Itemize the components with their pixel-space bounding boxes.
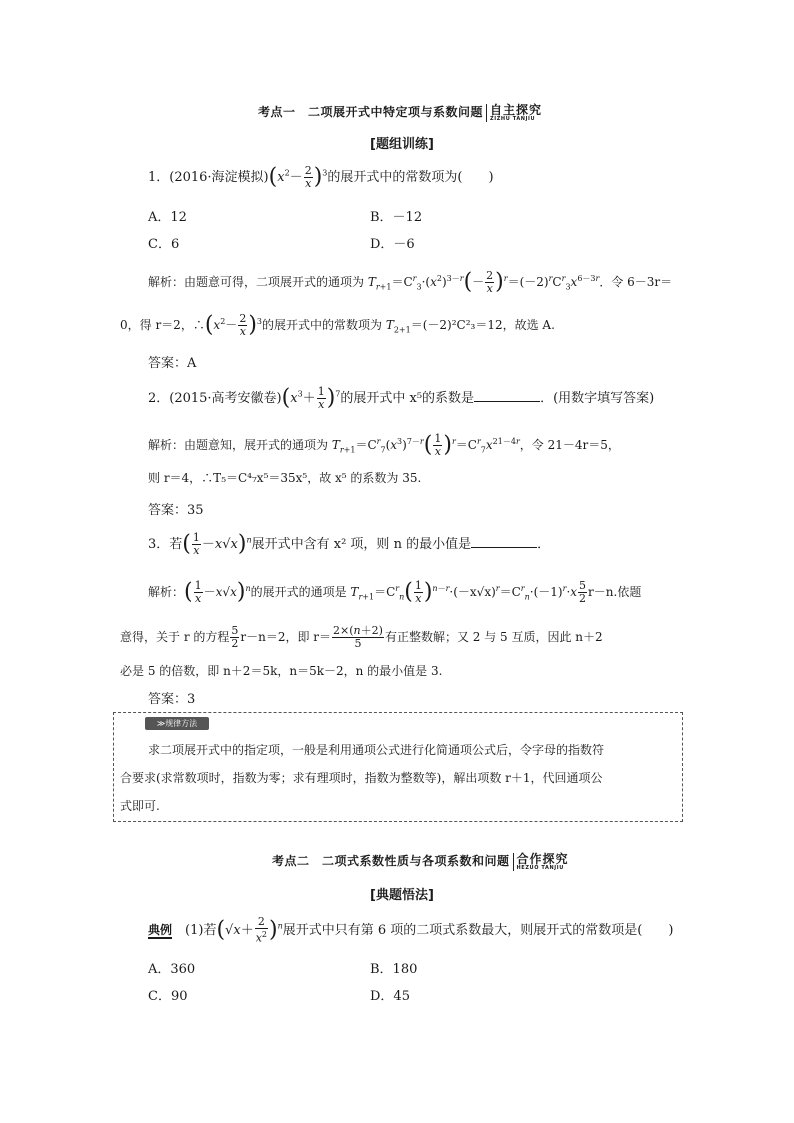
method-tag: ≫规律方法 [145,717,209,730]
example-stem: 典例 (1)若(√x＋ $\frac{2}{x^2}$ )$^n$展开式中只有第 6 项的二项式系数最大，则展开式的常数项是( ) [148,915,674,945]
question-3-solution-line-2: 意得，关于 r 的方程 $\frac{5}{2}$ r－n＝2，即 r＝ $\frac{2\times(n+2)}{5}$ 有正整数解；又 2 与 5 互质，因此 n＋2 [120,624,603,650]
section-1-title: 考点一 二项展开式中特定项与系数问题 自主探究 ZIZHU TANJIU [258,102,543,122]
question-3-solution-line-3: 必是 5 的倍数，即 n＋2＝5k，n＝5k－2，n 的最小值是 3. [120,664,443,678]
question-2-solution-line-2: 则 r＝4，∴T₅＝C⁴₇x⁵＝35x⁵，故 x⁵ 的系数为 35. [148,471,422,485]
question-3-solution-line-1: 解析：( $\frac{1}{x}$ －x√x)$^n$的展开式的通项是 $T_{r+1}=C^r_n$( $\frac{1}{x}$ )$^{n-r}\cdot(-x√x)^r=C^r_n\cdot(-1)^r\cdot x$ $\frac{5}{2}$ r－n.依题 [148,579,642,605]
question-1-option-a[interactable]: A．12 [148,210,187,225]
example-option-c[interactable]: C．90 [148,989,188,1004]
question-1-option-b[interactable]: B．－12 [370,210,423,225]
question-3-answer: 答案：3 [148,692,196,707]
question-2-answer-blank[interactable] [474,391,540,402]
example-option-a[interactable]: A．360 [148,962,196,977]
question-2-answer: 答案：35 [148,503,204,518]
question-2-stem: 2．(2015·高考安徽卷)($x^3+$ $\frac{1}{x}$ )$^7$的展开式中 x⁵的系数是 ．(用数字填写答案) [148,385,655,411]
example-option-b[interactable]: B．180 [370,962,418,977]
question-1-option-c[interactable]: C．6 [148,237,180,252]
section-2-title: 考点二 二项式系数性质与各项系数和问题 合作探究 HEZUO TANJIU [272,851,569,871]
question-2-solution-line-1: 解析：由题意知，展开式的通项为 $T_{r+1}=C^r_7(x^3)^{7-r}$( $\frac{1}{x}$ )$^r=C^r_7x^{21-4r}$，令 21－4r＝5， [148,432,620,458]
example-option-d[interactable]: D．45 [370,989,410,1004]
question-3-stem: 3．若( $\frac{1}{x}$ －x√x)$^n$展开式中含有 x² 项，则 n 的最小值是 ． [148,531,551,557]
method-line-2: 合要求(求常数项时，指数为零；求有理项时，指数为整数等)，解出项数 r＋1，代回通项公 [120,771,603,785]
question-1-option-d[interactable]: D．－6 [370,237,415,252]
question-1-answer: 答案：A [148,356,197,371]
question-1-stem: 1．(2016·海淀模拟)($x^2-$ $\frac{2}{x}$ )$^3$的展开式中的常数项为( ) [148,164,494,190]
question-1-solution-line-1: 解析：由题意可得，二项展开式的通项为 $T_{r+1}=C^r_3\cdot(x^2)^{3-r}(-$ $\frac{2}{x}$ )$^r=(-2)^rC^r_3x^{6-3r}$．令 6－3r＝ [148,269,673,295]
section-1-badge: 自主探究 ZIZHU TANJIU [486,104,542,122]
example-label: 典例 [148,922,173,937]
method-line-3: 式即可. [120,799,160,813]
section-2-subtitle: [典题悟法] [370,888,434,903]
method-line-1: 求二项展开式中的指定项，一般是利用通项公式进行化简通项公式后，令字母的指数符 [148,743,605,757]
section-1-subtitle: [题组训练] [370,137,434,152]
question-3-answer-blank[interactable] [471,537,537,548]
section-2-badge: 合作探究 HEZUO TANJIU [513,853,569,871]
question-1-solution-line-2: 0，得 r＝2，$\therefore(x^2-$ $\frac{2}{x}$ )$^3$的展开式中的常数项为 $T_{2+1}=(-2)^2C^2_3=12$，故选 A. [120,312,555,338]
